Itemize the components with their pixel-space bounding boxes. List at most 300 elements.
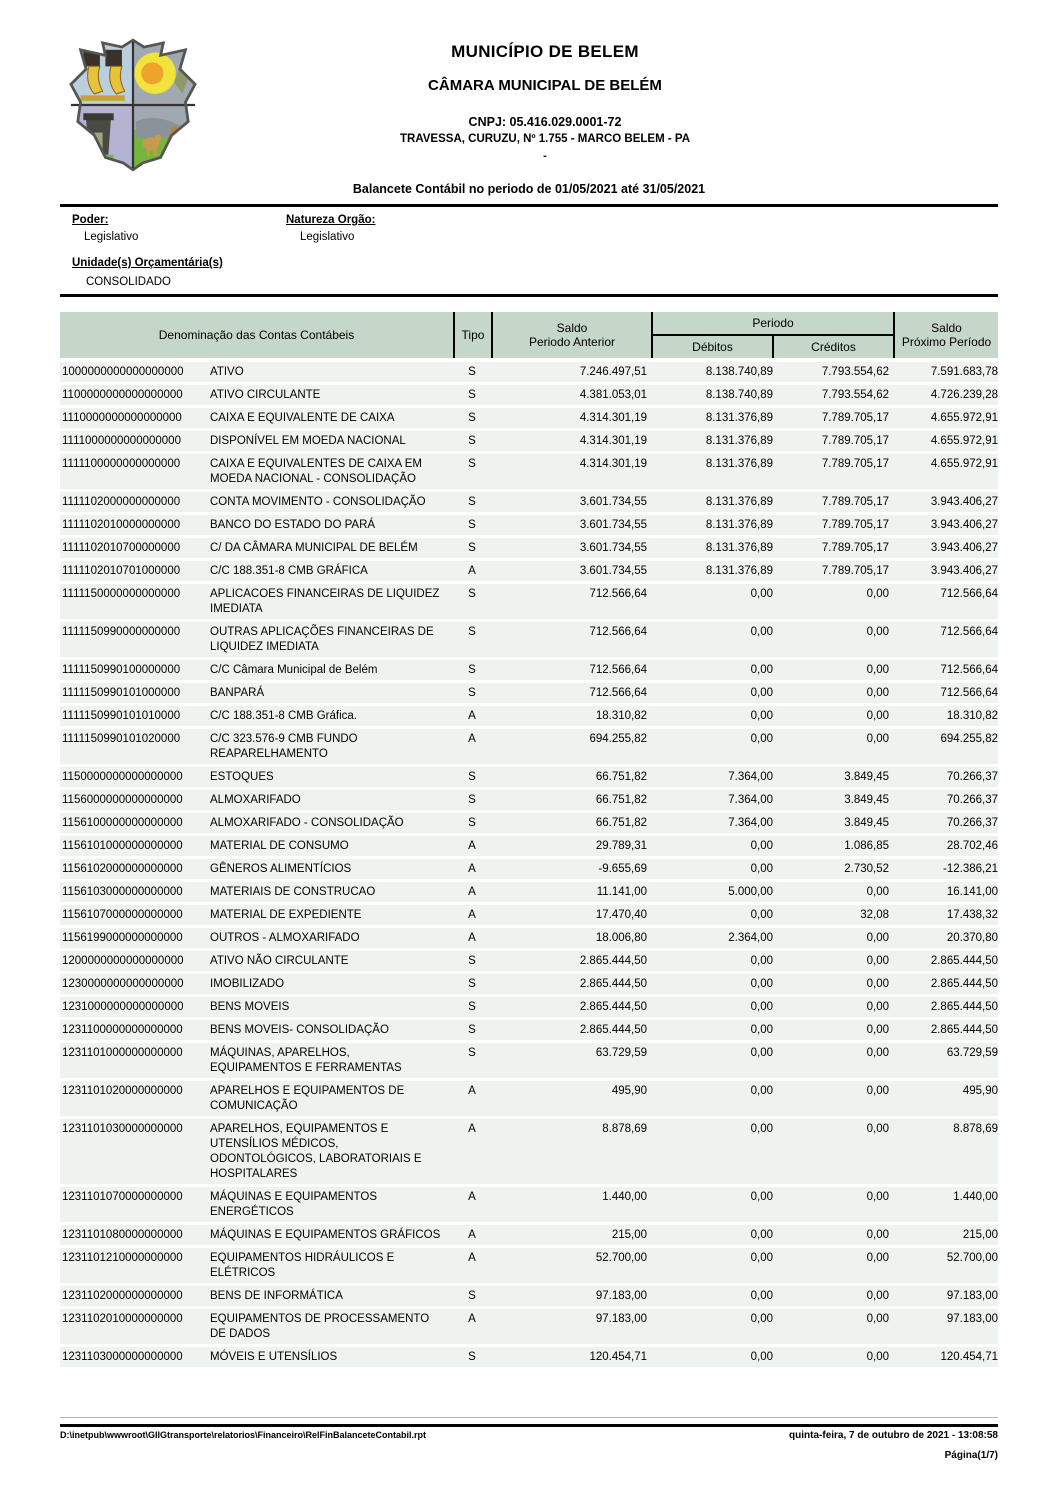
unidade-orcamentaria-label: Unidade(s) Orçamentária(s) <box>72 257 223 269</box>
account-code: 1156103000000000000 <box>62 886 183 898</box>
account-name: OUTROS - ALMOXARIFADO <box>210 932 360 944</box>
saldo-proximo-periodo: 7.591.683,78 <box>930 366 998 378</box>
header-creditos: Créditos <box>811 340 856 354</box>
account-code: 1231102010000000000 <box>62 1313 183 1325</box>
saldo-periodo-anterior: 18.006,80 <box>595 932 647 944</box>
account-code: 1156102000000000000 <box>62 863 183 875</box>
debitos-value: 0,00 <box>750 909 773 921</box>
table-row <box>60 454 998 489</box>
header-saldo-proximo-line1: Saldo <box>931 321 962 335</box>
account-name: MATERIAIS DE CONSTRUCAO <box>210 886 376 898</box>
saldo-proximo-periodo: 4.726.239,28 <box>930 389 998 401</box>
account-code: 1231000000000000000 <box>62 1001 184 1013</box>
account-name: EQUIPAMENTOS DE PROCESSAMENTO DE DADOS <box>210 1313 430 1340</box>
creditos-value: 0,00 <box>866 886 889 898</box>
creditos-value: 0,00 <box>866 1001 889 1013</box>
debitos-value: 8.131.376,89 <box>705 519 773 531</box>
account-tipo: A <box>468 710 476 722</box>
saldo-periodo-anterior: 52.700,00 <box>595 1252 647 1264</box>
saldo-proximo-periodo: 3.943.406,27 <box>930 496 998 508</box>
saldo-proximo-periodo: 3.943.406,27 <box>930 542 998 554</box>
debitos-value: 0,00 <box>750 1085 773 1097</box>
account-tipo: S <box>468 412 476 424</box>
account-tipo: A <box>468 932 476 944</box>
account-tipo: A <box>468 1252 476 1264</box>
saldo-periodo-anterior: 66.751,82 <box>595 771 647 783</box>
debitos-value: 0,00 <box>750 588 773 600</box>
account-code: 1111150990101020000 <box>62 733 181 745</box>
saldo-periodo-anterior: 18.310,82 <box>595 710 647 722</box>
municipality-title: MUNICÍPIO DE BELEM <box>451 42 639 61</box>
address-line2: - <box>543 150 547 162</box>
saldo-proximo-periodo: 20.370,80 <box>946 932 998 944</box>
account-code: 1150000000000000000 <box>62 771 183 783</box>
header-saldo-proximo <box>895 312 998 358</box>
saldo-proximo-periodo: 2.865.444,50 <box>930 1024 998 1036</box>
debitos-value: 0,00 <box>750 1123 773 1135</box>
account-tipo: S <box>468 955 476 967</box>
account-code: 1231101070000000000 <box>62 1191 183 1203</box>
table-rows <box>60 362 998 1367</box>
cnpj-line: CNPJ: 05.416.029.0001-72 <box>468 115 622 129</box>
table-row <box>60 385 998 405</box>
account-code: 1111150000000000000 <box>62 588 181 600</box>
account-tipo: S <box>468 588 476 600</box>
account-name: CAIXA E EQUIVALENTE DE CAIXA <box>210 412 395 424</box>
account-name: BENS MOVEIS- CONSOLIDAÇÃO <box>210 1024 389 1036</box>
debitos-value: 0,00 <box>750 978 773 990</box>
table-row <box>60 790 998 810</box>
saldo-proximo-periodo: 694.255,82 <box>940 733 998 745</box>
debitos-value: 5.000,00 <box>728 886 773 898</box>
saldo-proximo-periodo: 63.729,59 <box>946 1047 998 1059</box>
account-name: ATIVO CIRCULANTE <box>210 389 321 401</box>
saldo-periodo-anterior: 712.566,64 <box>589 687 647 699</box>
account-name: APLICACOES FINANCEIRAS DE LIQUIDEZ IMEDIATA <box>210 588 440 615</box>
creditos-value: 0,00 <box>866 932 889 944</box>
saldo-periodo-anterior: 97.183,00 <box>595 1313 647 1325</box>
creditos-value: 3.849,45 <box>844 817 889 829</box>
account-name: ESTOQUES <box>210 771 274 783</box>
account-tipo: A <box>468 863 476 875</box>
saldo-proximo-periodo: 52.700,00 <box>946 1252 998 1264</box>
creditos-value: 0,00 <box>866 1024 889 1036</box>
account-code: 1111000000000000000 <box>62 435 181 447</box>
saldo-proximo-periodo: 2.865.444,50 <box>930 1001 998 1013</box>
account-tipo: S <box>468 542 476 554</box>
table-row <box>60 622 998 657</box>
table-row <box>60 928 998 948</box>
saldo-periodo-anterior: 3.601.734,55 <box>579 542 647 554</box>
saldo-proximo-periodo: 8.878,69 <box>953 1123 998 1135</box>
debitos-value: 0,00 <box>750 1047 773 1059</box>
account-tipo: S <box>468 794 476 806</box>
divider-top <box>60 204 998 207</box>
saldo-periodo-anterior: 1.440,00 <box>602 1191 647 1203</box>
debitos-value: 8.131.376,89 <box>705 565 773 577</box>
account-tipo: S <box>468 435 476 447</box>
account-tipo: S <box>468 664 476 676</box>
account-code: 1231101020000000000 <box>62 1085 183 1097</box>
account-name: C/C 188.351-8 CMB GRÁFICA <box>210 565 368 577</box>
creditos-value: 0,00 <box>866 1252 889 1264</box>
account-tipo: S <box>468 519 476 531</box>
saldo-proximo-periodo: 17.438,32 <box>946 909 998 921</box>
debitos-value: 7.364,00 <box>728 794 773 806</box>
saldo-periodo-anterior: -9.655,69 <box>598 863 647 875</box>
creditos-value: 0,00 <box>866 1123 889 1135</box>
account-tipo: S <box>468 978 476 990</box>
header-saldo-anterior <box>493 312 651 358</box>
account-name: MATERIAL DE EXPEDIENTE <box>210 909 362 921</box>
debitos-value: 0,00 <box>750 1313 773 1325</box>
saldo-proximo-periodo: 16.141,00 <box>946 886 998 898</box>
debitos-value: 0,00 <box>750 626 773 638</box>
table-row <box>60 859 998 879</box>
creditos-value: 0,00 <box>866 664 889 676</box>
creditos-value: 0,00 <box>866 1290 889 1302</box>
account-code: 1111150990101000000 <box>62 687 181 699</box>
header-saldo-anterior-line2: Periodo Anterior <box>528 335 616 349</box>
debitos-value: 8.131.376,89 <box>705 542 773 554</box>
account-name: GÊNEROS ALIMENTÍCIOS <box>210 863 352 875</box>
saldo-periodo-anterior: 495,90 <box>611 1085 647 1097</box>
debitos-value: 8.138.740,89 <box>705 366 773 378</box>
account-code: 1200000000000000000 <box>62 955 184 967</box>
saldo-proximo-periodo: 215,00 <box>962 1229 998 1241</box>
debitos-value: 0,00 <box>750 1252 773 1264</box>
creditos-value: 0,00 <box>866 1351 889 1363</box>
footer-divider-thin <box>60 1417 998 1418</box>
saldo-periodo-anterior: 8.878,69 <box>602 1123 647 1135</box>
natureza-orgao-value: Legislativo <box>300 231 355 243</box>
account-name: C/C 323.576-9 CMB FUNDO REAPARELHAMENTO <box>210 733 358 760</box>
account-tipo: A <box>468 840 476 852</box>
saldo-proximo-periodo: 120.454,71 <box>940 1351 998 1363</box>
table-row <box>60 492 998 512</box>
account-code: 1231101030000000000 <box>62 1123 183 1135</box>
header-saldo-proximo-line2: Próximo Período <box>901 335 992 349</box>
creditos-value: 7.789.705,17 <box>821 496 889 508</box>
debitos-value: 0,00 <box>750 1290 773 1302</box>
saldo-proximo-periodo: 70.266,37 <box>946 771 998 783</box>
creditos-value: 0,00 <box>866 710 889 722</box>
debitos-value: 8.131.376,89 <box>705 496 773 508</box>
header-saldo-anterior-line1: Saldo <box>556 321 588 335</box>
saldo-proximo-periodo: 712.566,64 <box>940 588 998 600</box>
table-row <box>60 1119 998 1184</box>
creditos-value: 0,00 <box>866 978 889 990</box>
creditos-value: 7.789.705,17 <box>821 565 889 577</box>
debitos-value: 7.364,00 <box>728 817 773 829</box>
account-name: CONTA MOVIMENTO - CONSOLIDAÇÃO <box>210 496 426 508</box>
account-name: C/C 188.351-8 CMB Gráfica. <box>210 710 358 722</box>
saldo-periodo-anterior: 3.601.734,55 <box>579 519 647 531</box>
account-tipo: S <box>468 389 476 401</box>
footer-datetime: quinta-feira, 7 de outubro de 2021 - 13:08:58 <box>789 1430 998 1441</box>
account-code: 1111150990101010000 <box>62 710 181 722</box>
saldo-proximo-periodo: 2.865.444,50 <box>930 955 998 967</box>
account-name: DISPONÍVEL EM MOEDA NACIONAL <box>210 435 406 447</box>
table-row <box>60 836 998 856</box>
saldo-periodo-anterior: 712.566,64 <box>589 626 647 638</box>
saldo-proximo-periodo: 4.655.972,91 <box>930 458 998 470</box>
account-tipo: S <box>468 1024 476 1036</box>
table-row <box>60 974 998 994</box>
account-name: MÁQUINAS, APARELHOS, EQUIPAMENTOS E FERRAMENTAS <box>210 1047 402 1074</box>
table-header <box>60 312 998 358</box>
creditos-value: 7.789.705,17 <box>821 412 889 424</box>
creditos-value: 0,00 <box>866 687 889 699</box>
account-code: 1000000000000000000 <box>62 366 184 378</box>
saldo-periodo-anterior: 3.601.734,55 <box>579 565 647 577</box>
creditos-value: 7.789.705,17 <box>821 519 889 531</box>
account-code: 1231103000000000000 <box>62 1351 183 1363</box>
account-tipo: A <box>468 1123 476 1135</box>
account-code: 1231101210000000000 <box>62 1252 183 1264</box>
table-row <box>60 729 998 764</box>
saldo-periodo-anterior: 97.183,00 <box>595 1290 647 1302</box>
saldo-periodo-anterior: 712.566,64 <box>589 664 647 676</box>
table-row <box>60 431 998 451</box>
debitos-value: 0,00 <box>750 840 773 852</box>
saldo-proximo-periodo: -12.386,21 <box>943 863 998 875</box>
account-name: BANPARÁ <box>210 687 265 699</box>
saldo-periodo-anterior: 63.729,59 <box>595 1047 647 1059</box>
account-code: 1156199000000000000 <box>62 932 183 944</box>
account-name: APARELHOS, EQUIPAMENTOS E UTENSÍLIOS MÉDICOS, ODONTOLÓGICOS, LABORATORIAIS E HOSPITALARES <box>210 1123 422 1180</box>
account-code: 1156107000000000000 <box>62 909 183 921</box>
account-tipo: A <box>468 565 476 577</box>
account-code: 1156000000000000000 <box>62 794 183 806</box>
saldo-periodo-anterior: 11.141,00 <box>596 886 647 898</box>
account-name: CAIXA E EQUIVALENTES DE CAIXA EM MOEDA NACIONAL - CONSOLIDAÇÃO <box>210 458 422 485</box>
table-row <box>60 1248 998 1283</box>
table-row <box>60 951 998 971</box>
account-name: ATIVO NÃO CIRCULANTE <box>210 955 349 967</box>
table-row <box>60 1347 998 1367</box>
poder-label: Poder: <box>72 214 109 226</box>
account-code: 1231102000000000000 <box>62 1290 183 1302</box>
account-name: MÓVEIS E UTENSÍLIOS <box>210 1351 338 1363</box>
debitos-value: 0,00 <box>750 687 773 699</box>
account-code: 1111150990000000000 <box>62 626 181 638</box>
saldo-periodo-anterior: 3.601.734,55 <box>579 496 647 508</box>
creditos-value: 0,00 <box>866 1229 889 1241</box>
account-tipo: A <box>468 1191 476 1203</box>
table-row <box>60 515 998 535</box>
creditos-value: 7.793.554,62 <box>821 366 889 378</box>
debitos-value: 0,00 <box>750 710 773 722</box>
table-row <box>60 1309 998 1344</box>
saldo-periodo-anterior: 2.865.444,50 <box>579 1024 647 1036</box>
report-title: Balancete Contábil no periodo de 01/05/2021 até 31/05/2021 <box>352 182 706 196</box>
footer-report-path: D:\inetpub\wwwroot\GIIGtransporte\relatorios\Financeiro\RelFinBalanceteContabil.rpt <box>60 1430 427 1440</box>
header-periodo-subrow <box>653 336 893 358</box>
account-tipo: S <box>468 817 476 829</box>
account-name: MATERIAL DE CONSUMO <box>210 840 349 852</box>
natureza-orgao-label: Natureza Orgão: <box>286 214 376 226</box>
creditos-value: 1.086,85 <box>844 840 889 852</box>
saldo-periodo-anterior: 2.865.444,50 <box>579 955 647 967</box>
account-code: 1231100000000000000 <box>62 1024 183 1036</box>
table-row <box>60 1020 998 1040</box>
account-code: 1100000000000000000 <box>62 389 183 401</box>
creditos-value: 0,00 <box>866 1085 889 1097</box>
account-tipo: S <box>468 496 476 508</box>
account-tipo: S <box>468 458 476 470</box>
balancete-table <box>60 312 998 1370</box>
account-code: 1111150990100000000 <box>62 664 181 676</box>
debitos-value: 0,00 <box>750 1001 773 1013</box>
account-tipo: A <box>468 1313 476 1325</box>
table-row <box>60 584 998 619</box>
account-name: IMOBILIZADO <box>210 978 285 990</box>
divider-info <box>60 294 998 297</box>
header-periodo: Periodo <box>653 312 893 336</box>
creditos-value: 32,08 <box>860 909 889 921</box>
account-tipo: S <box>468 1001 476 1013</box>
saldo-periodo-anterior: 7.246.497,51 <box>579 366 647 378</box>
account-tipo: A <box>468 1085 476 1097</box>
account-tipo: A <box>468 909 476 921</box>
saldo-proximo-periodo: 712.566,64 <box>940 687 998 699</box>
saldo-proximo-periodo: 70.266,37 <box>946 794 998 806</box>
account-tipo: S <box>468 1047 476 1059</box>
account-code: 1111100000000000000 <box>62 458 181 470</box>
account-name: EQUIPAMENTOS HIDRÁULICOS E ELÉTRICOS <box>210 1252 395 1279</box>
account-name: MÁQUINAS E EQUIPAMENTOS GRÁFICOS <box>210 1229 441 1241</box>
table-row <box>60 1225 998 1245</box>
creditos-value: 3.849,45 <box>844 794 889 806</box>
account-name: C/ DA CÂMARA MUNICIPAL DE BELÉM <box>210 542 418 554</box>
account-tipo: S <box>468 771 476 783</box>
saldo-periodo-anterior: 120.454,71 <box>589 1351 647 1363</box>
creditos-value: 0,00 <box>866 733 889 745</box>
table-row <box>60 408 998 428</box>
saldo-proximo-periodo: 28.702,46 <box>946 840 998 852</box>
account-name: ATIVO <box>210 366 244 378</box>
creditos-value: 0,00 <box>866 955 889 967</box>
account-tipo: A <box>468 733 476 745</box>
creditos-value: 7.789.705,17 <box>821 542 889 554</box>
saldo-periodo-anterior: 4.314.301,19 <box>579 412 647 424</box>
saldo-periodo-anterior: 17.470,40 <box>595 909 647 921</box>
account-code: 1231101000000000000 <box>62 1047 183 1059</box>
saldo-proximo-periodo: 2.865.444,50 <box>930 978 998 990</box>
debitos-value: 0,00 <box>750 1351 773 1363</box>
address-line: TRAVESSA, CURUZU, Nº 1.755 - MARCO BELEM - PA <box>399 133 691 145</box>
account-name: C/C Câmara Municipal de Belém <box>210 664 378 676</box>
account-name: MÁQUINAS E EQUIPAMENTOS ENERGÉTICOS <box>210 1191 377 1218</box>
debitos-value: 8.138.740,89 <box>705 389 773 401</box>
debitos-value: 7.364,00 <box>728 771 773 783</box>
creditos-value: 0,00 <box>866 588 889 600</box>
account-code: 1111102010700000000 <box>62 542 181 554</box>
debitos-value: 8.131.376,89 <box>705 412 773 424</box>
debitos-value: 0,00 <box>750 1229 773 1241</box>
account-name: OUTRAS APLICAÇÕES FINANCEIRAS DE LIQUIDEZ IMEDIATA <box>210 626 434 653</box>
account-tipo: S <box>468 366 476 378</box>
account-code: 1111102000000000000 <box>62 496 181 508</box>
creditos-value: 7.793.554,62 <box>821 389 889 401</box>
saldo-periodo-anterior: 2.865.444,50 <box>579 978 647 990</box>
footer-page-number: Página(1/7) <box>944 1450 998 1461</box>
saldo-periodo-anterior: 215,00 <box>611 1229 647 1241</box>
header-titles <box>92 42 998 162</box>
saldo-periodo-anterior: 4.314.301,19 <box>579 458 647 470</box>
table-row <box>60 1081 998 1116</box>
account-code: 1111102010000000000 <box>62 519 181 531</box>
table-row <box>60 767 998 787</box>
saldo-proximo-periodo: 97.183,00 <box>946 1313 998 1325</box>
creditos-value: 3.849,45 <box>844 771 889 783</box>
saldo-proximo-periodo: 1.440,00 <box>953 1191 998 1203</box>
account-name: BENS DE INFORMÁTICA <box>210 1290 343 1302</box>
account-tipo: A <box>468 886 476 898</box>
saldo-periodo-anterior: 66.751,82 <box>595 794 647 806</box>
account-tipo: S <box>468 1351 476 1363</box>
saldo-proximo-periodo: 3.943.406,27 <box>930 565 998 577</box>
debitos-value: 0,00 <box>750 863 773 875</box>
debitos-value: 2.364,00 <box>728 932 773 944</box>
account-name: ALMOXARIFADO <box>210 794 301 806</box>
footer-divider-thick <box>60 1424 998 1427</box>
account-name: BENS MOVEIS <box>210 1001 290 1013</box>
creditos-value: 0,00 <box>866 1047 889 1059</box>
table-row <box>60 538 998 558</box>
table-row <box>60 683 998 703</box>
account-code: 1156100000000000000 <box>62 817 183 829</box>
table-row <box>60 561 998 581</box>
saldo-periodo-anterior: 4.314.301,19 <box>579 435 647 447</box>
header-denominacao: Denominação das Contas Contábeis <box>158 328 355 342</box>
saldo-periodo-anterior: 694.255,82 <box>589 733 647 745</box>
creditos-value: 0,00 <box>866 626 889 638</box>
account-tipo: S <box>468 687 476 699</box>
saldo-proximo-periodo: 70.266,37 <box>946 817 998 829</box>
table-row <box>60 997 998 1017</box>
table-row <box>60 660 998 680</box>
table-row <box>60 1043 998 1078</box>
account-tipo: S <box>468 1290 476 1302</box>
table-row <box>60 1187 998 1222</box>
saldo-proximo-periodo: 3.943.406,27 <box>930 519 998 531</box>
unidade-orcamentaria-value: CONSOLIDADO <box>86 276 171 288</box>
debitos-value: 0,00 <box>750 955 773 967</box>
creditos-value: 0,00 <box>866 1191 889 1203</box>
account-name: BANCO DO ESTADO DO PARÁ <box>210 519 376 531</box>
chamber-title: CÂMARA MUNICIPAL DE BELÉM <box>428 77 662 94</box>
saldo-proximo-periodo: 4.655.972,91 <box>930 412 998 424</box>
saldo-proximo-periodo: 18.310,82 <box>946 710 998 722</box>
saldo-periodo-anterior: 712.566,64 <box>589 588 647 600</box>
debitos-value: 0,00 <box>750 733 773 745</box>
creditos-value: 0,00 <box>866 1313 889 1325</box>
debitos-value: 0,00 <box>750 664 773 676</box>
account-code: 1230000000000000000 <box>62 978 184 990</box>
table-row <box>60 882 998 902</box>
account-code: 1156101000000000000 <box>62 840 183 852</box>
account-name: ALMOXARIFADO - CONSOLIDAÇÃO <box>210 817 404 829</box>
account-name: APARELHOS E EQUIPAMENTOS DE COMUNICAÇÃO <box>210 1085 405 1112</box>
account-tipo: A <box>468 1229 476 1241</box>
saldo-periodo-anterior: 2.865.444,50 <box>579 1001 647 1013</box>
creditos-value: 7.789.705,17 <box>821 458 889 470</box>
saldo-periodo-anterior: 66.751,82 <box>595 817 647 829</box>
creditos-value: 2.730,52 <box>844 863 889 875</box>
account-code: 1111102010701000000 <box>62 565 181 577</box>
